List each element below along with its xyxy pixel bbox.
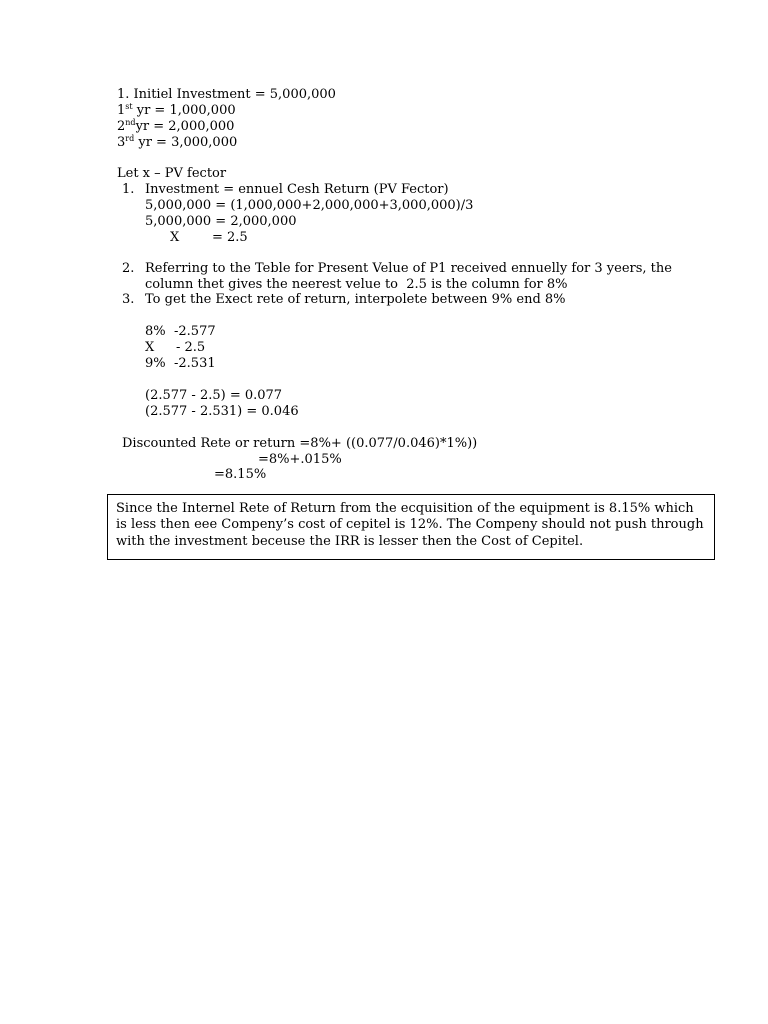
step-2-number: 2. bbox=[122, 261, 135, 276]
discounted-rate-result: =8.15% bbox=[214, 467, 267, 482]
conclusion-line: with the investment beceuse the IRR is lesser then the Cost of Cepitel. bbox=[116, 534, 584, 549]
year-1-line bbox=[117, 103, 236, 119]
step-1-text: Investment = ennuel Cesh Return (PV Fector) bbox=[145, 182, 449, 197]
year-2-ordinal: nd bbox=[125, 118, 136, 127]
interp-row-value: - 2.5 bbox=[176, 340, 206, 355]
conclusion-line: is less then eee Compeny’s cost of cepitel is 12%. The Compeny should not push through bbox=[116, 517, 704, 532]
step-3-text: To get the Exect rete of return, interpolete between 9% end 8% bbox=[145, 292, 566, 307]
year-3-line bbox=[117, 135, 237, 151]
interp-row-label: 9% bbox=[145, 356, 166, 371]
interp-row-label: X bbox=[145, 340, 155, 355]
conclusion-line: Since the Internel Rete of Return from the ecquisition of the equipment is 8.15% which bbox=[116, 501, 694, 516]
interp-row-label: 8% bbox=[145, 324, 166, 339]
discounted-rate-formula: Discounted Rete or return =8%+ ((0.077/0.046)*1%)) bbox=[122, 436, 478, 451]
step-1-x-value: = 2.5 bbox=[212, 230, 248, 245]
step-1-equation: 5,000,000 = (1,000,000+2,000,000+3,000,000)/3 bbox=[145, 198, 474, 213]
step-1-number: 1. bbox=[122, 182, 135, 197]
interp-row-value: -2.531 bbox=[174, 356, 216, 371]
year-2-number: 2 bbox=[117, 119, 126, 134]
step-1-x-label: X bbox=[170, 230, 180, 245]
year-1-ordinal: st bbox=[125, 102, 133, 111]
year-3-number: 3 bbox=[117, 135, 126, 150]
difference-line: (2.577 - 2.531) = 0.046 bbox=[145, 404, 299, 419]
step-2-text: Referring to the Teble for Present Velue of P1 received ennuelly for 3 yeers, the bbox=[145, 261, 672, 276]
initial-investment-line: 1. Initiel Investment = 5,000,000 bbox=[117, 87, 336, 102]
step-1-equation: 5,000,000 = 2,000,000 bbox=[145, 214, 297, 229]
discounted-rate-step: =8%+.015% bbox=[258, 452, 342, 467]
year-1-amount: yr = 1,000,000 bbox=[132, 103, 236, 118]
step-3-number: 3. bbox=[122, 292, 135, 307]
year-2-amount: yr = 2,000,000 bbox=[135, 119, 235, 134]
let-x-line: Let x – PV fector bbox=[117, 166, 227, 181]
step-2-continuation: column thet gives the neerest velue to 2.5 is the column for 8% bbox=[145, 277, 568, 292]
year-2-line bbox=[117, 119, 234, 135]
difference-line: (2.577 - 2.5) = 0.077 bbox=[145, 388, 283, 403]
year-3-amount: yr = 3,000,000 bbox=[134, 135, 238, 150]
conclusion-box bbox=[107, 494, 715, 560]
year-1-number: 1 bbox=[117, 103, 126, 118]
interp-row-value: -2.577 bbox=[174, 324, 216, 339]
year-3-ordinal: rd bbox=[125, 134, 135, 143]
